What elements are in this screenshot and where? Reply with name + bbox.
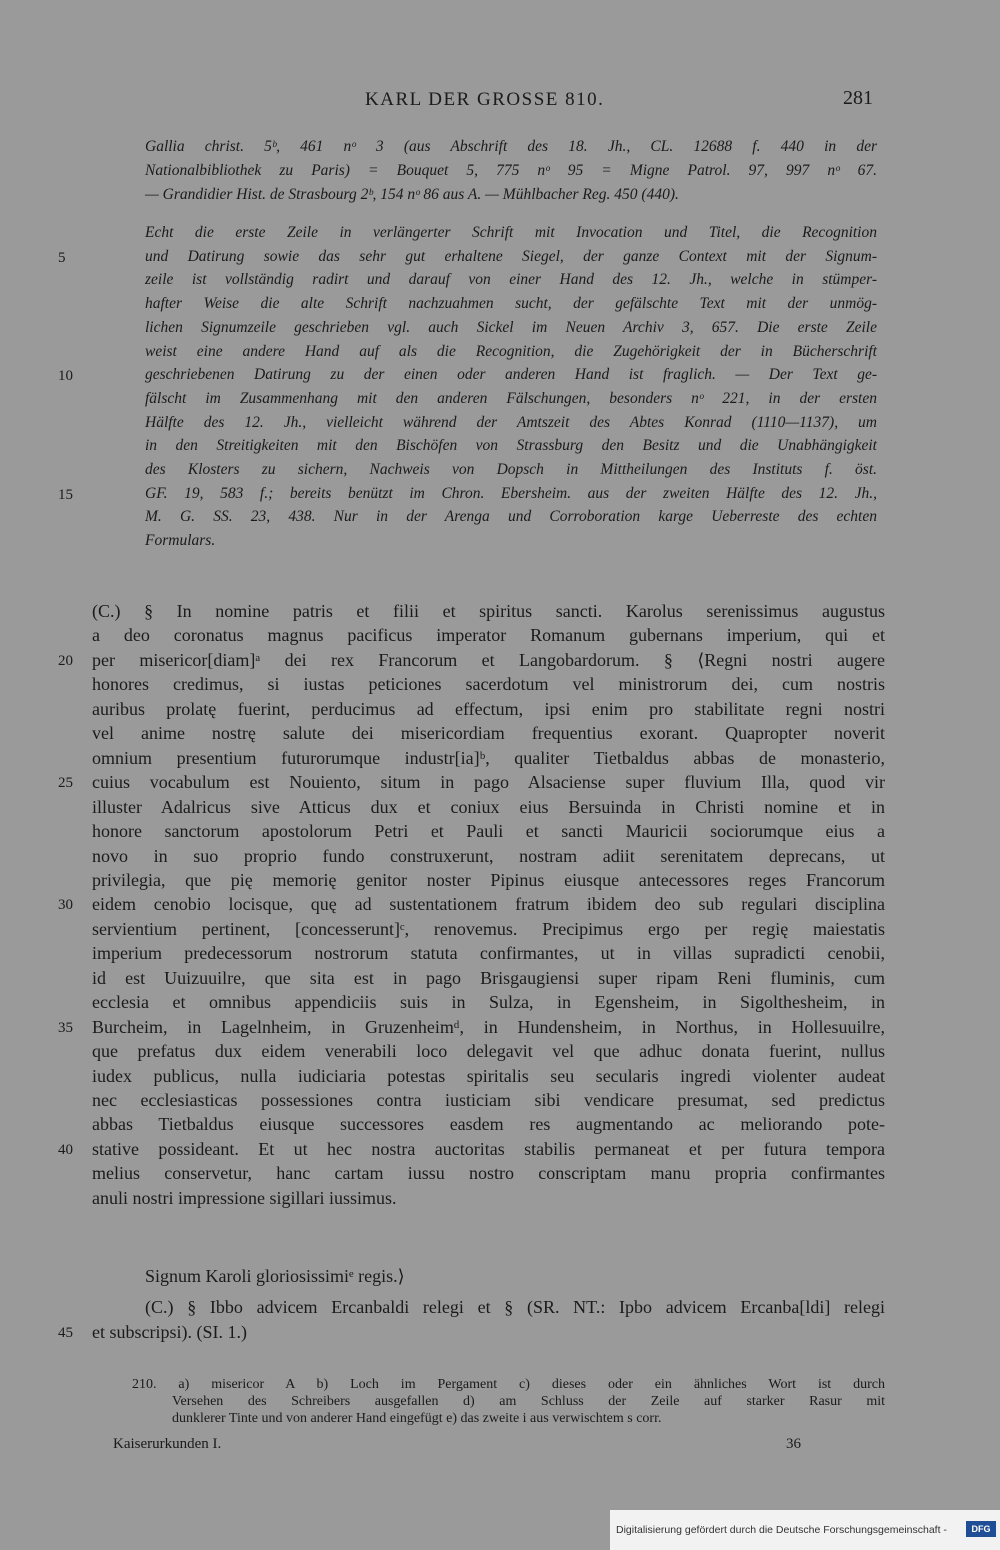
commentary-line: — Grandidier Hist. de Strasbourg 2ᵇ, 154 nᵒ 86 aus A. — Mühlbacher Reg. 450 (440). [145, 186, 679, 203]
text-line: Burcheim, in Lagelnheim, in Gruzenheimᵈ, in Hundensheim, in Northus, in Hollesuuilre, [92, 1016, 885, 1037]
credit-bar [610, 1510, 1000, 1550]
text-line: anuli nostri impressione sigillari iussimus. [92, 1187, 397, 1208]
text-line: que prefatus dux eidem venerabili loco delegavit vel que adhuc donata fuerint, nullus [92, 1041, 885, 1062]
commentary-line: geschriebenen Datirung zu der einen oder anderen Hand ist fraglich. — Der Text ge- [145, 366, 877, 384]
line-number: 20 [58, 652, 73, 669]
text-line: omnium presentium futurorumque industr[ia]ᵇ, qualiter Tietbaldus abbas de monasterio, [92, 747, 885, 768]
text-line: per misericor[diam]ᵃ dei rex Francorum et Langobardorum. § ⟨Regni nostri augere [92, 649, 885, 670]
text-line: (C.) § In nomine patris et filii et spiritus sancti. Karolus serenissimus augustus [92, 601, 885, 621]
text-line: abbas Tietbaldus eiusque successores easdem res augmentando ac meliorando pote- [92, 1114, 885, 1135]
recognition-line: (C.) § Ibbo advicem Ercanbaldi relegi et § (SR. NT.: Ipbo advicem Ercanba[ldi] relegi [145, 1297, 885, 1317]
commentary-line: und Datirung sowie das sehr gut erhaltene Siegel, der ganze Context mit der Signum- [145, 247, 877, 265]
commentary-line: zeile ist vollständig radirt und darauf von einer Hand des 12. Jh., welche in stümper- [145, 271, 877, 289]
commentary-line: lichen Signumzeile geschrieben vgl. auch Sickel im Neuen Archiv 3, 657. Die erste Zeile [145, 318, 877, 336]
commentary-line: GF. 19, 583 f.; bereits benützt im Chron. Ebersheim. aus der zweiten Hälfte des 12. Jh., [145, 484, 877, 502]
text-line: auribus prolatę fuerint, perducimus ad effectum, ipsi enim pro stabilitate regni nostri [92, 698, 885, 719]
commentary-line: in den Streitigkeiten mit den Bischöfen von Strassburg den Besitz und die Unabhängigkeit [145, 437, 877, 455]
text-line: privilegia, que pię memorię genitor noster Pipinus eiusque antecessores reges Francorum [92, 869, 885, 890]
commentary-line: M. G. SS. 23, 438. Nur in der Arenga und Corroboration karge Ueberreste des echten [145, 508, 877, 526]
commentary-line: Gallia christ. 5ᵇ, 461 nᵒ 3 (aus Abschrift des 18. Jh., CL. 12688 f. 440 in der [145, 138, 877, 155]
credit-text: Digitalisierung gefördert durch die Deutsche Forschungsgemeinschaft - [616, 1524, 947, 1536]
dfg-logo: DFG [966, 1521, 996, 1537]
text-line: stative possideant. Et ut hec nostra auctoritas stabilis permaneat et per futura tempora [92, 1138, 885, 1159]
line-number: 40 [58, 1141, 73, 1158]
text-line: cuius vocabulum est Nouiento, situm in pago Alsaciense super fluvium Illa, quod vir [92, 772, 885, 793]
footnote-line: Versehen des Schreibers ausgefallen d) am Schluss der Zeile auf starker Rasur mit [172, 1394, 885, 1409]
text-line: melius conservetur, hanc cartam iussu nostro conscriptam manu propria confirmantes [92, 1163, 885, 1184]
text-line: vel anime nostrę salute dei misericordiam frequentius exorant. Quapropter noverit [92, 723, 885, 744]
text-line: ecclesia et omnibus appendiciis suis in Sulza, in Egensheim, in Sigolthesheim, in [92, 992, 885, 1013]
text-line: id est Uuizuuilre, que sita est in pago Brisgaugiensi super ripam Reni fluminis, cum [92, 967, 885, 988]
commentary-line: Nationalbibliothek zu Paris) = Bouquet 5, 775 nᵒ 95 = Migne Patrol. 97, 997 nᵒ 67. [145, 162, 877, 179]
text-line: illuster Adalricus sive Atticus dux et coniux eius Bersuinda in Christi nomine et in [92, 796, 885, 817]
recognition-line: et subscripsi). (SI. 1.) [92, 1322, 247, 1342]
line-number: 35 [58, 1019, 73, 1036]
line-number: 10 [58, 368, 73, 385]
footer-sheet-number: 36 [786, 1436, 801, 1452]
commentary-line: weist eine andere Hand auf als die Recognition, die Zugehörigkeit der in Bücherschrift [145, 342, 877, 360]
signum-text: Signum Karoli gloriosissimiᵉ regis.⟩ [145, 1266, 405, 1286]
text-line: imperium predecessorum nostrorum statuta confirmantes, ut in villas supradicti cenobii, [92, 943, 885, 964]
line-number: 45 [58, 1325, 73, 1341]
text-line: honore sanctorum apostolorum Petri et Pauli et sancti Mauricii sociorumque eius a [92, 821, 885, 842]
page-number: 281 [843, 87, 873, 109]
footnote-line: dunklerer Tinte und von anderer Hand eingefügt e) das zweite i aus verwischtem s corr. [172, 1411, 662, 1426]
line-number: 5 [58, 249, 66, 266]
commentary-line: Echt die erste Zeile in verlängerter Schrift mit Invocation und Titel, die Recognition [145, 224, 877, 241]
text-line: honores credimus, si iustas peticiones sacerdotum vel ministrorum dei, cum nostris [92, 674, 885, 695]
commentary-line: hafter Weise die alte Schrift nachzuahmen sucht, der gefälschte Text mit der unmög- [145, 295, 877, 313]
text-line: nec ecclesiasticas possessiones contra iusticiam sibi vendicare presumat, sed predictus [92, 1090, 885, 1110]
line-number: 30 [58, 897, 73, 914]
line-number: 25 [58, 775, 73, 792]
text-line: a deo coronatus magnus pacificus imperator Romanum gubernans imperium, qui et [92, 625, 885, 646]
running-head: KARL DER GROSSE 810. [365, 89, 605, 110]
commentary-line: Formulars. [145, 532, 216, 550]
commentary-line: fälscht im Zusammenhang mit den anderen Fälschungen, besonders nᵒ 221, in der ersten [145, 389, 877, 407]
footer-signature: Kaiserurkunden I. [113, 1436, 222, 1452]
text-line: novo in suo proprio fundo construxerunt, nostram adiit serenitatem deprecans, ut [92, 845, 885, 866]
text-line: eidem cenobio locisque, quę ad sustentationem fratrum ibidem deo sub regulari disciplina [92, 894, 885, 915]
commentary-line: Hälfte des 12. Jh., vielleicht während der Amtszeit des Abtes Konrad (1110—1137), um [145, 413, 877, 431]
line-number: 15 [58, 486, 73, 503]
text-line: servientium pertinent, [concesserunt]ᶜ, renovemus. Precipimus ergo per regię maiestatis [92, 918, 885, 939]
commentary-line: des Klosters zu sichern, Nachweis von Dopsch in Mittheilungen des Instituts f. öst. [145, 461, 877, 478]
text-line: iudex publicus, nulla iudiciaria potestas spiritalis seu secularis ingredi violenter audeat [92, 1065, 885, 1086]
footnote-line: 210. a) misericor A b) Loch im Pergament c) dieses oder ein ähnliches Wort ist durch [132, 1377, 885, 1392]
